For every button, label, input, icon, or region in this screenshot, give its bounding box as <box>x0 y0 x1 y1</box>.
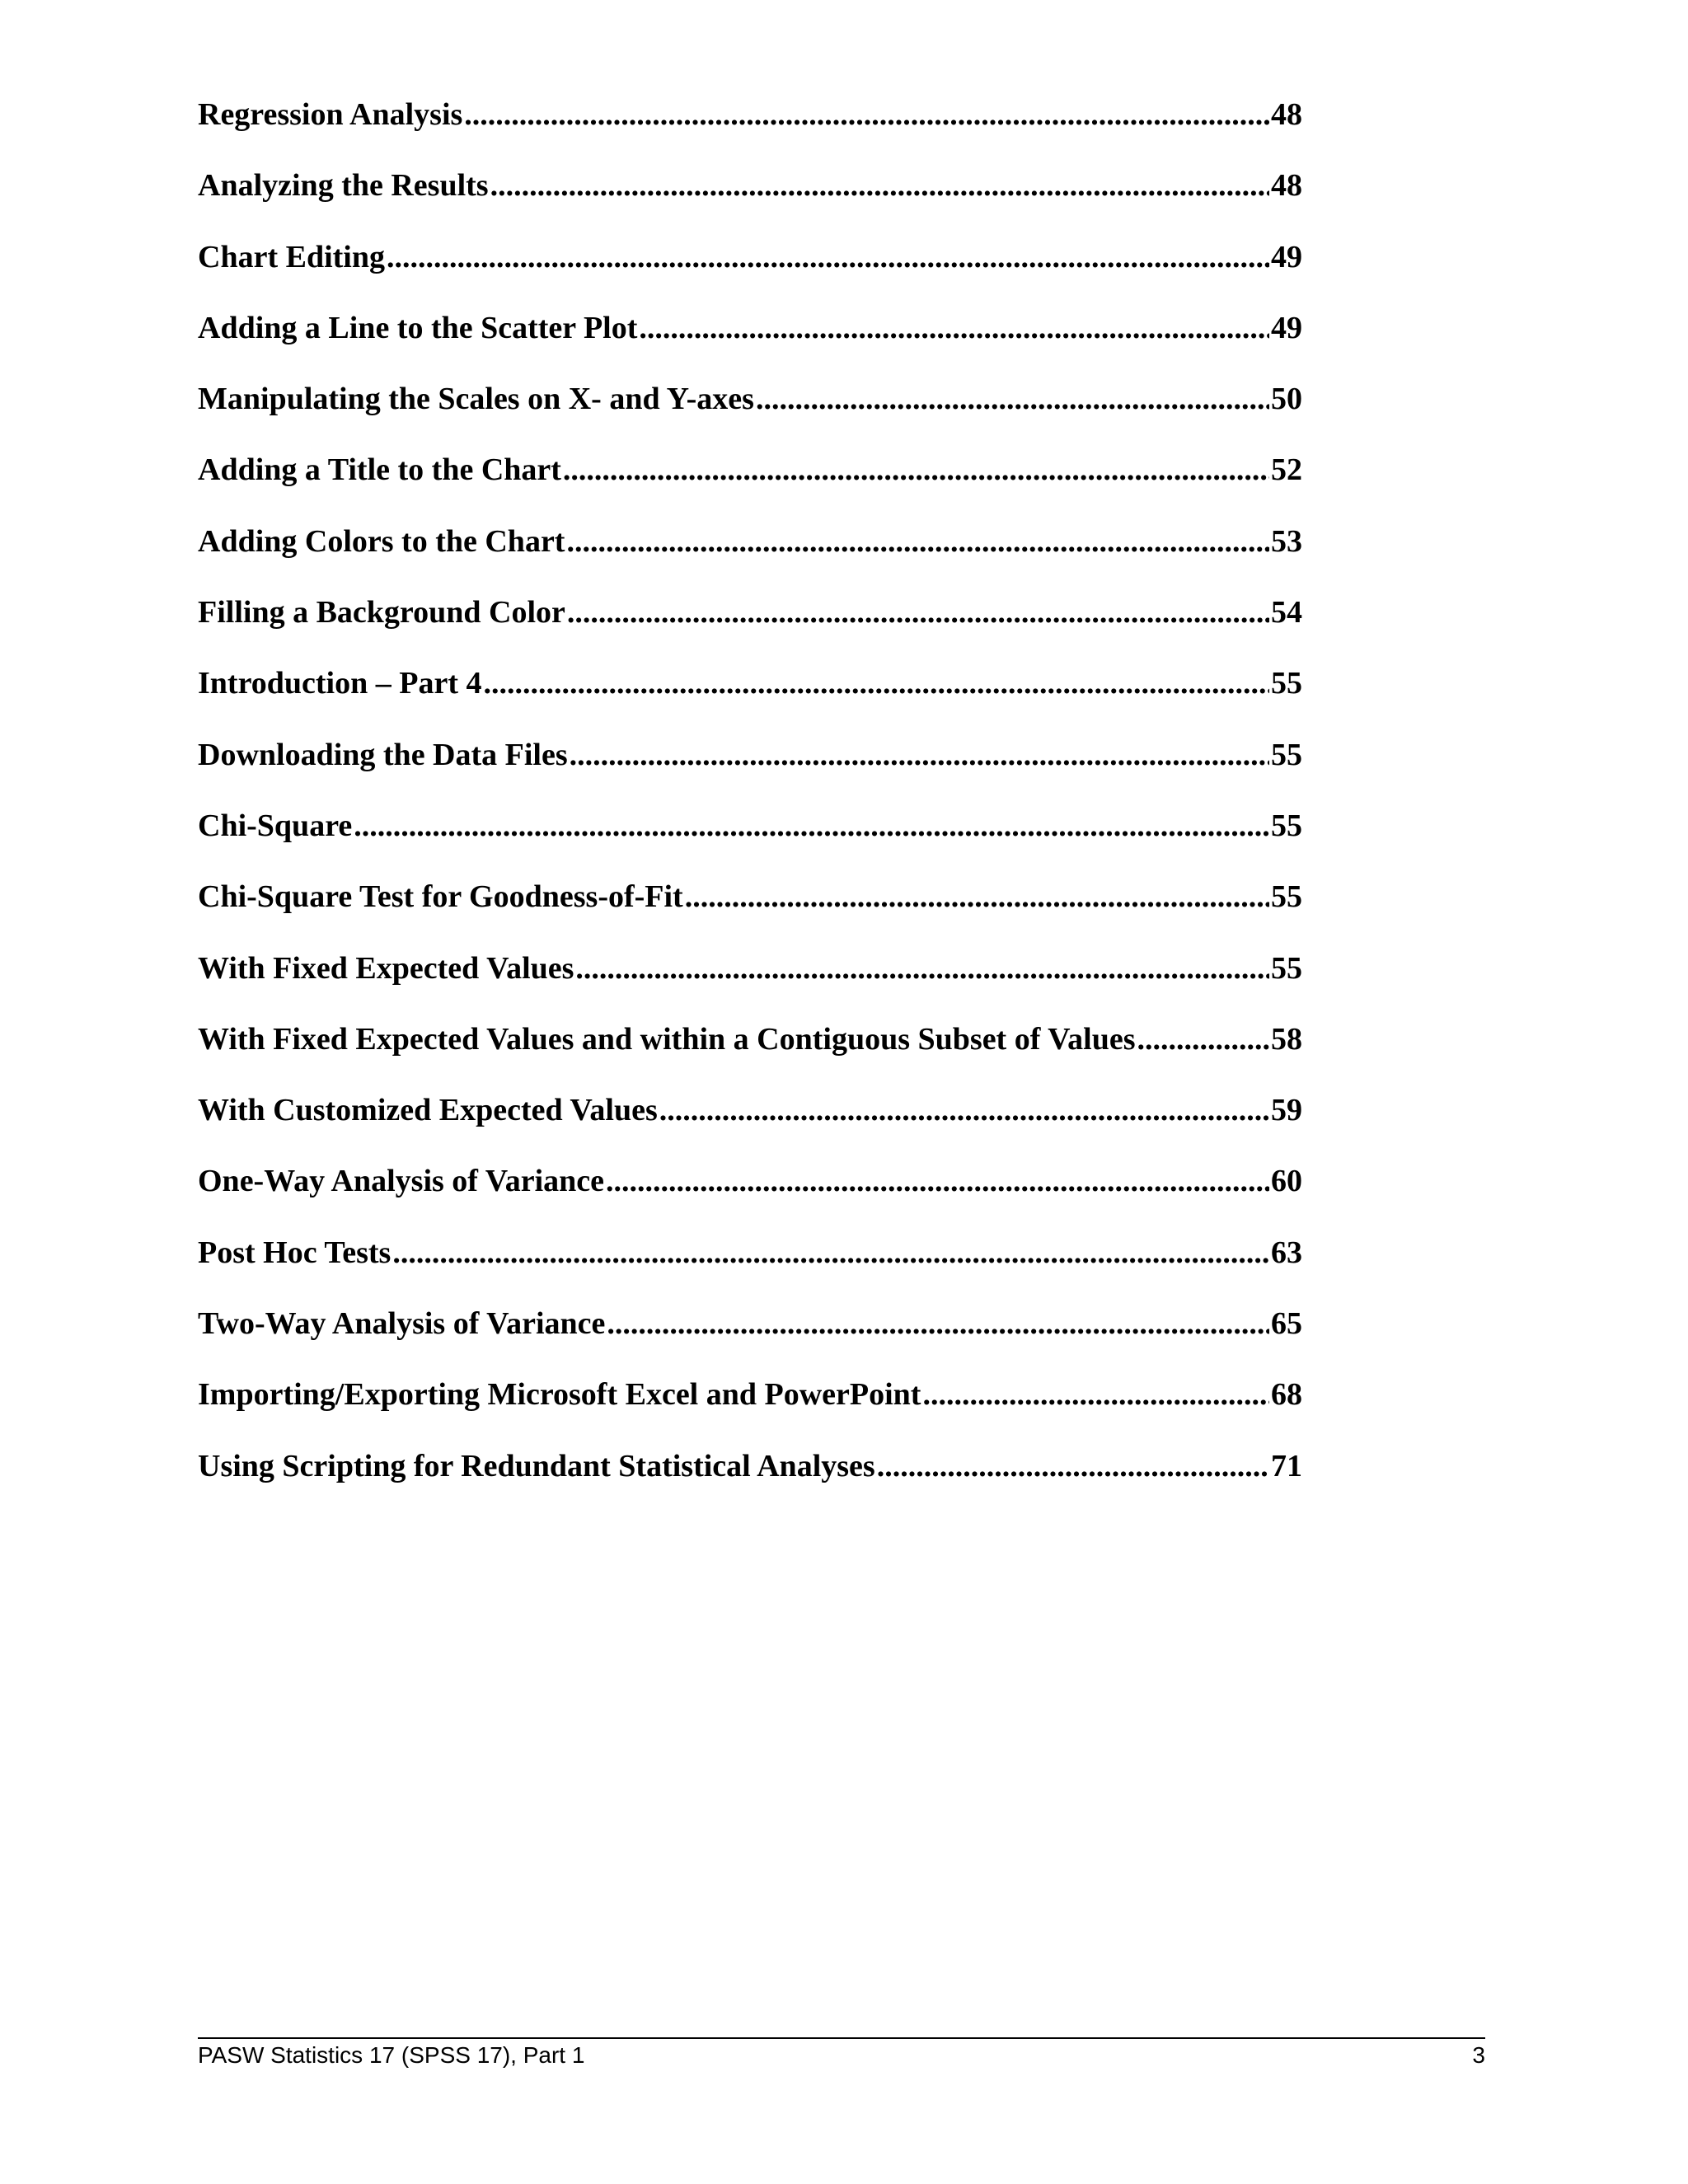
toc-entry-title[interactable]: Adding Colors to the Chart <box>198 523 565 559</box>
toc-entry-page: 48 <box>1271 168 1302 204</box>
toc-dot-leader <box>392 1235 1269 1271</box>
toc-entry[interactable] <box>198 950 1302 1021</box>
toc-entry-page: 58 <box>1271 1021 1302 1057</box>
toc-entry-page: 48 <box>1271 97 1302 132</box>
toc-entry[interactable] <box>198 1376 1302 1447</box>
toc-entry-title[interactable]: With Customized Expected Values <box>198 1093 658 1128</box>
toc-entry-page: 55 <box>1271 950 1302 986</box>
toc-dot-leader <box>639 310 1269 346</box>
toc-dot-leader <box>659 1092 1269 1128</box>
toc-dot-leader <box>464 96 1269 133</box>
toc-entry[interactable] <box>198 808 1302 879</box>
toc-entry[interactable] <box>198 452 1302 523</box>
toc-entry[interactable] <box>198 381 1302 452</box>
toc-entry-title[interactable]: Analyzing the Results <box>198 168 489 204</box>
toc-dot-leader <box>1137 1021 1269 1057</box>
toc-entry-title[interactable]: Downloading the Data Files <box>198 737 568 772</box>
toc-dot-leader <box>575 950 1269 987</box>
toc-entry-page: 55 <box>1271 737 1302 772</box>
toc-entry-page: 52 <box>1271 452 1302 488</box>
toc-dot-leader <box>387 239 1269 275</box>
table-of-contents <box>198 96 1302 1519</box>
toc-dot-leader <box>563 452 1269 488</box>
toc-dot-leader <box>570 737 1269 773</box>
toc-entry-title[interactable]: Chi-Square <box>198 808 353 843</box>
toc-dot-leader <box>483 665 1269 701</box>
toc-entry[interactable] <box>198 1305 1302 1376</box>
toc-entry-page: 63 <box>1271 1235 1302 1270</box>
toc-entry-page: 54 <box>1271 595 1302 630</box>
toc-entry-title[interactable]: Chi-Square Test for Goodness-of-Fit <box>198 879 683 915</box>
toc-entry-page: 49 <box>1271 310 1302 345</box>
footer-page-number: 3 <box>1472 2042 1485 2068</box>
toc-dot-leader <box>606 1163 1269 1199</box>
toc-entry-page: 53 <box>1271 523 1302 559</box>
toc-entry-title[interactable]: Chart Editing <box>198 239 385 274</box>
toc-entry[interactable] <box>198 167 1302 238</box>
toc-entry-title[interactable]: Post Hoc Tests <box>198 1235 392 1270</box>
toc-entry-page: 60 <box>1271 1164 1302 1199</box>
toc-entry-title[interactable]: Adding a Line to the Scatter Plot <box>198 310 638 345</box>
toc-entry-page: 55 <box>1271 808 1302 843</box>
toc-entry-page: 59 <box>1271 1093 1302 1128</box>
toc-entry[interactable] <box>198 1448 1302 1519</box>
toc-entry-title[interactable]: Regression Analysis <box>198 97 463 132</box>
toc-entry[interactable] <box>198 523 1302 594</box>
toc-entry-title[interactable]: Importing/Exporting Microsoft Excel and PowerPoint <box>198 1377 921 1413</box>
toc-entry-title[interactable]: Manipulating the Scales on X- and Y-axes <box>198 382 754 417</box>
toc-entry-title[interactable]: Two-Way Analysis of Variance <box>198 1306 606 1342</box>
toc-entry[interactable] <box>198 1092 1302 1163</box>
toc-dot-leader <box>685 879 1269 915</box>
toc-entry[interactable] <box>198 1163 1302 1234</box>
toc-entry[interactable] <box>198 879 1302 949</box>
toc-entry-page: 71 <box>1271 1448 1302 1483</box>
toc-entry-page: 50 <box>1271 382 1302 417</box>
footer-divider <box>198 2037 1485 2039</box>
toc-entry-page: 65 <box>1271 1306 1302 1342</box>
toc-dot-leader <box>567 594 1269 630</box>
toc-entry[interactable] <box>198 239 1302 310</box>
toc-dot-leader <box>354 808 1269 844</box>
toc-entry[interactable] <box>198 594 1302 665</box>
toc-entry-title[interactable]: Using Scripting for Redundant Statistical Analyses <box>198 1448 875 1483</box>
toc-dot-leader <box>877 1448 1269 1484</box>
toc-entry-title[interactable]: One-Way Analysis of Variance <box>198 1164 604 1199</box>
toc-entry[interactable] <box>198 310 1302 381</box>
toc-dot-leader <box>490 167 1269 204</box>
toc-entry-page: 55 <box>1271 879 1302 915</box>
footer-document-title: PASW Statistics 17 (SPSS 17), Part 1 <box>198 2042 585 2068</box>
toc-entry[interactable] <box>198 665 1302 736</box>
toc-entry[interactable] <box>198 1021 1302 1092</box>
toc-entry-page: 55 <box>1271 666 1302 701</box>
toc-entry-title[interactable]: With Fixed Expected Values and within a Contiguous Subset of Values <box>198 1021 1136 1057</box>
toc-entry[interactable] <box>198 1235 1302 1305</box>
toc-dot-leader <box>566 523 1269 560</box>
toc-dot-leader <box>756 381 1269 417</box>
toc-entry-title[interactable]: Filling a Background Color <box>198 595 565 630</box>
toc-entry[interactable] <box>198 737 1302 808</box>
toc-entry-page: 68 <box>1271 1377 1302 1413</box>
toc-entry[interactable] <box>198 96 1302 167</box>
toc-entry-title[interactable]: Introduction – Part 4 <box>198 666 482 701</box>
page-footer <box>198 2042 1485 2069</box>
toc-dot-leader <box>607 1305 1269 1342</box>
toc-entry-title[interactable]: With Fixed Expected Values <box>198 950 574 986</box>
toc-entry-page: 49 <box>1271 239 1302 274</box>
toc-entry-title[interactable]: Adding a Title to the Chart <box>198 452 561 488</box>
toc-dot-leader <box>922 1376 1269 1413</box>
